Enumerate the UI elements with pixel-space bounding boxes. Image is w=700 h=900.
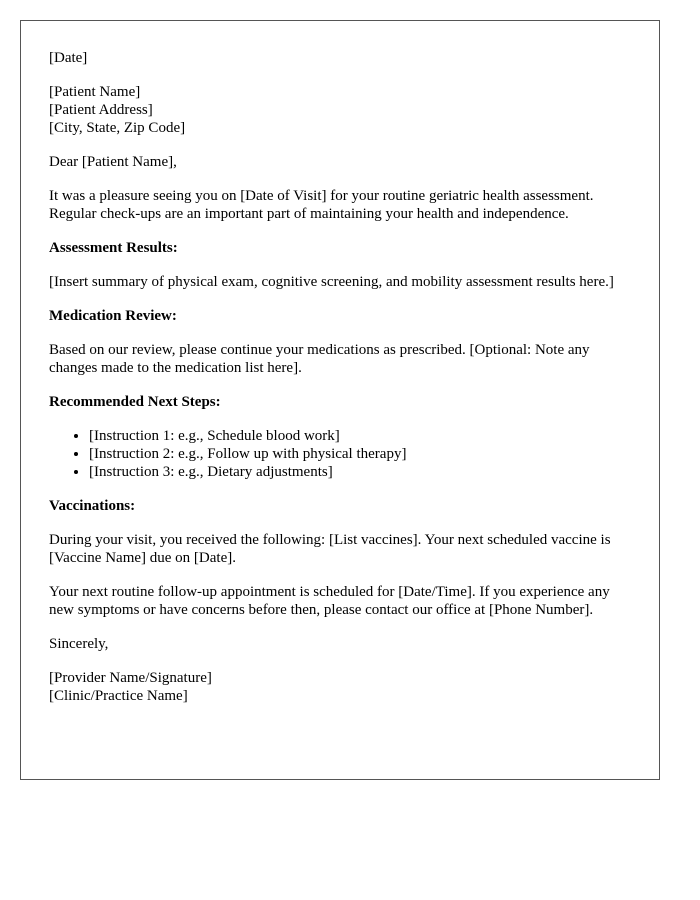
vaccinations-heading: Vaccinations: xyxy=(49,498,136,514)
signature-block xyxy=(49,669,631,705)
recipient-address: [Patient Address] xyxy=(49,102,153,118)
medication-heading: Medication Review: xyxy=(49,308,177,324)
letter-page xyxy=(20,20,660,780)
assessment-body: [Insert summary of physical exam, cognitive screening, and mobility assessment results here.] xyxy=(49,274,614,290)
next-steps-list xyxy=(49,427,631,481)
list-item: • [Instruction 1: e.g., Schedule blood work] xyxy=(89,427,631,445)
recipient-block xyxy=(49,83,631,137)
recipient-name: [Patient Name] xyxy=(49,84,141,100)
list-item: • [Instruction 3: e.g., Dietary adjustments] xyxy=(89,463,631,481)
list-item: • [Instruction 2: e.g., Follow up with physical therapy] xyxy=(89,445,631,463)
followup-paragraph: Your next routine follow-up appointment is scheduled for [Date/Time]. If you experience any new symptoms or have concerns before then, please contact our office at [Phone Number]. xyxy=(49,584,610,618)
provider-signature: [Provider Name/Signature] xyxy=(49,670,212,686)
medication-body: Based on our review, please continue your medications as prescribed. [Optional: Note any changes made to the medication list here]. xyxy=(49,342,590,376)
vaccinations-body: During your visit, you received the following: [List vaccines]. Your next scheduled vaccine is [Vaccine Name] due on [Date]. xyxy=(49,532,611,566)
salutation: Dear [Patient Name], xyxy=(49,154,177,170)
clinic-name: [Clinic/Practice Name] xyxy=(49,688,188,704)
closing: Sincerely, xyxy=(49,636,109,652)
assessment-heading: Assessment Results: xyxy=(49,240,178,256)
recipient-city: [City, State, Zip Code] xyxy=(49,120,186,136)
intro-paragraph: It was a pleasure seeing you on [Date of Visit] for your routine geriatric health assessment. Regular check-ups are an important part of maintaining your health and independence. xyxy=(49,188,594,222)
next-steps-heading: Recommended Next Steps: xyxy=(49,394,221,410)
letter-date: [Date] xyxy=(49,50,88,66)
